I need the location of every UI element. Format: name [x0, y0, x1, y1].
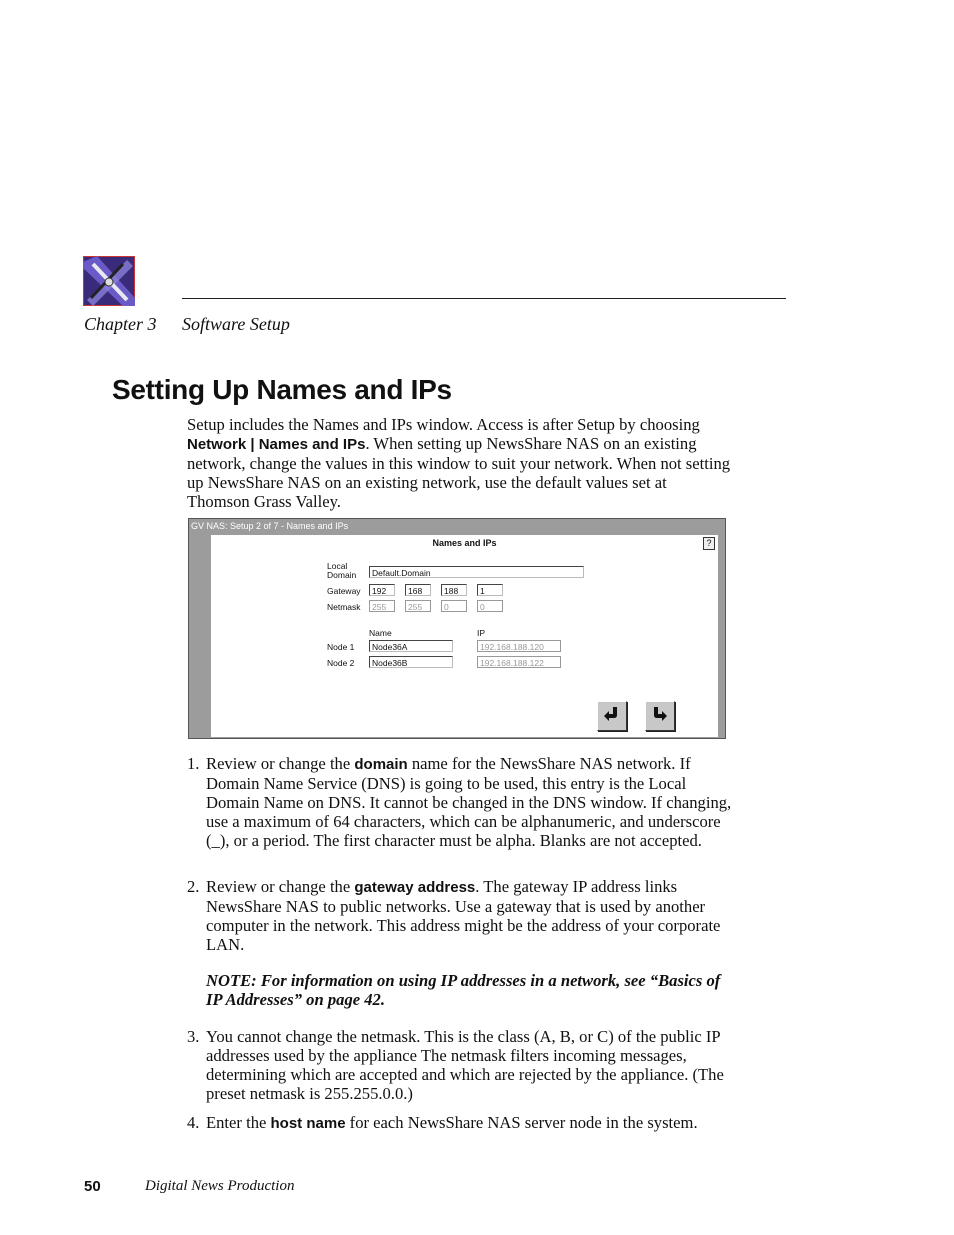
ip-column-header: IP: [477, 628, 486, 638]
help-icon[interactable]: ?: [703, 537, 715, 550]
local-domain-label-1: Local: [327, 561, 348, 571]
step-text: Review or change the: [206, 754, 355, 773]
step-number: 4.: [187, 1113, 200, 1132]
node1-label: Node 1: [327, 642, 355, 652]
section-title: Setting Up Names and IPs: [112, 374, 452, 405]
step-3: [187, 1027, 732, 1104]
netmask-octet-2: 255: [405, 600, 431, 612]
node2-name-input[interactable]: Node36B: [369, 656, 453, 668]
netmask-octet-4: 0: [477, 600, 503, 612]
name-column-header: Name: [369, 628, 392, 638]
step-1: [187, 754, 732, 850]
netmask-label: Netmask: [327, 602, 361, 612]
local-domain-label-2: Domain: [327, 570, 357, 580]
gateway-octet-4[interactable]: 1: [477, 584, 503, 596]
step-keyword: domain: [354, 756, 408, 773]
step-text: for each NewsShare NAS server node in the system.: [345, 1113, 698, 1132]
node2-ip-field: 192.168.188.122: [477, 656, 561, 668]
step-number: 3.: [187, 1027, 200, 1046]
gateway-octet-3[interactable]: 188: [441, 584, 467, 596]
page-number: 50: [84, 1178, 101, 1195]
window-heading: Names and IPs: [432, 538, 497, 548]
step-text: Enter the: [206, 1113, 271, 1132]
node1-ip-field: 192.168.188.120: [477, 640, 561, 652]
chapter-title: Software Setup: [182, 314, 290, 334]
intro-paragraph: [187, 415, 732, 511]
node2-label: Node 2: [327, 658, 355, 668]
step-keyword: gateway address: [354, 879, 476, 896]
local-domain-input[interactable]: Default.Domain: [369, 566, 584, 578]
return-arrow-icon: [602, 704, 622, 729]
step-4: [187, 1113, 732, 1133]
node1-name-input[interactable]: Node36A: [369, 640, 453, 652]
netmask-octet-3: 0: [441, 600, 467, 612]
next-button[interactable]: [645, 701, 675, 731]
step-number: 2.: [187, 877, 200, 896]
window-panel: [211, 535, 718, 737]
step-text: . The gateway IP address links NewsShare NAS to public networks. Use a gateway that is used by another computer in the network. This address might be the address of your corporate LAN.: [206, 877, 721, 954]
menu-path: Network | Names and IPs: [187, 436, 366, 453]
gateway-label: Gateway: [327, 586, 361, 596]
header-rule: [182, 298, 786, 299]
window-title: GV NAS: Setup 2 of 7 - Names and IPs: [189, 519, 725, 533]
step-keyword: host name: [270, 1115, 346, 1132]
step-text: name for the NewsShare NAS network. If Domain Name Service (DNS) is going to be used, this entry is the Local Domain Name on DNS. It cannot be changed in the DNS window. If changing, use a maximum of 64 characters, which can be alphanumeric, and underscore (_), or a period. The first character must be alpha. Blanks are not accepted.: [206, 754, 732, 850]
step-text: Review or change the: [206, 877, 355, 896]
step-2: [187, 877, 732, 954]
newsedit-logo-icon: [83, 256, 135, 306]
note: NOTE: For information on using IP addresses in a network, see “Basics of IP Addresses” on page 42.: [206, 971, 721, 1009]
step-text: You cannot change the netmask. This is the class (A, B, or C) of the public IP addresses used by the appliance The netmask filters incoming messages, determining which are accepted and which are rejected by the appliance. (The preset netmask is 255.255.0.0.): [206, 1027, 724, 1103]
gateway-octet-1[interactable]: 192: [369, 584, 395, 596]
names-and-ips-window: [188, 518, 726, 739]
back-button[interactable]: [597, 701, 627, 731]
chapter-label: Chapter 3: [84, 314, 157, 334]
intro-text-1: Setup includes the Names and IPs window. Access is after Setup by choosing: [187, 415, 700, 434]
netmask-octet-1: 255: [369, 600, 395, 612]
step-number: 1.: [187, 754, 200, 773]
forward-arrow-icon: [650, 704, 670, 729]
gateway-octet-2[interactable]: 168: [405, 584, 431, 596]
intro-text-2: . When setting up NewsShare NAS on an existing network, change the values in this window to suit your network. When not setting up NewsShare NAS on an existing network, use the default values set at Thomson Grass Valley.: [187, 434, 731, 511]
footer-title: Digital News Production: [145, 1178, 295, 1194]
